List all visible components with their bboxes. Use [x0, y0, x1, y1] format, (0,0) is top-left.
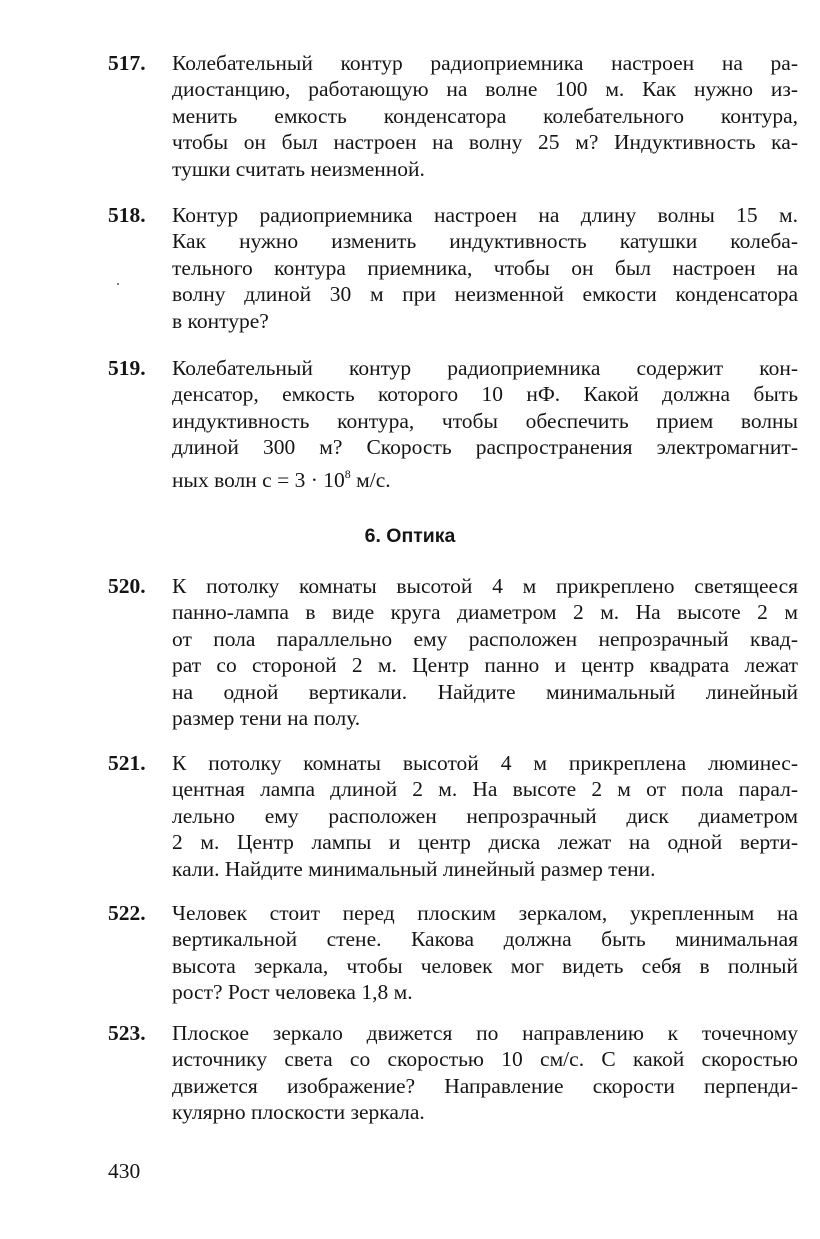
- problem-521: [108, 750, 798, 882]
- text-line: индуктивность контура, чтобы обеспечить прием волны: [172, 408, 798, 433]
- text-line: Человек стоит перед плоским зеркалом, укрепленным на: [172, 901, 798, 925]
- problem-number: 517.: [108, 51, 146, 75]
- text-line: 2 м. Центр лампы и центр диска лежат на одной верти-: [172, 830, 798, 855]
- problem-text: [172, 1020, 798, 1126]
- text-line: размер тени на полу.: [172, 705, 361, 730]
- text-line: тушки считать неизменной.: [172, 156, 425, 181]
- section-title: 6. Оптика: [364, 525, 456, 547]
- page-number: 430: [108, 1159, 141, 1183]
- formula-suffix: м/с.: [350, 467, 391, 492]
- text-line: рост? Рост человека 1,8 м.: [172, 980, 413, 1005]
- problem-number: 518.: [108, 203, 146, 227]
- problem-number: 520.: [108, 574, 146, 598]
- text-line: волну длиной 30 м при неизменной емкости конденсатора: [172, 282, 798, 307]
- text-line: рат со стороной 2 м. Центр панно и центр квадрата лежат: [172, 653, 798, 678]
- problem-number: 519.: [108, 356, 146, 380]
- text-line: в контуре?: [172, 308, 269, 333]
- formula-prefix: ных волн c = 3 · 10: [172, 467, 345, 492]
- problem-text: [172, 573, 798, 731]
- text-line: на одной вертикали. Найдите минимальный линейный: [172, 679, 798, 704]
- problem-523: [108, 1020, 798, 1126]
- text-line: лельно ему расположен непрозрачный диск диаметром: [172, 803, 798, 828]
- text-line: от пола параллельно ему расположен непрозрачный квад-: [172, 626, 798, 651]
- text-line: диостанцию, работающую на волне 100 м. Как нужно из-: [172, 77, 798, 102]
- text-line: Колебательный контур радиоприемника настроен на ра-: [172, 51, 798, 75]
- text-line: К потолку комнаты высотой 4 м прикреплено светящееся: [172, 574, 798, 598]
- text-line: вертикальной стене. Какова должна быть минимальная: [172, 927, 798, 952]
- problem-522: [108, 900, 798, 1006]
- problem-number: 522.: [108, 901, 146, 925]
- text-line: высота зеркала, чтобы человек мог видеть себя в полный: [172, 953, 798, 978]
- text-line: движется изображение? Направление скорости перпенди-: [172, 1073, 798, 1098]
- problem-number: 521.: [108, 751, 146, 775]
- text-line: менить емкость конденсатора колебательного контура,: [172, 103, 798, 128]
- text-line: денсатор, емкость которого 10 нФ. Какой должна быть: [172, 382, 798, 407]
- problem-text: [172, 202, 798, 334]
- problem-517: [108, 50, 798, 182]
- problem-text: [172, 900, 798, 1006]
- text-line: чтобы он был настроен на волну 25 м? Индуктивность ка-: [172, 130, 798, 155]
- text-line: Как нужно изменить индуктивность катушки колеба-: [172, 229, 798, 254]
- problem-text: [172, 355, 798, 492]
- problem-518: [108, 202, 798, 334]
- exponent: 8: [344, 466, 351, 481]
- problem-text: [172, 50, 798, 182]
- text-line-formula: [172, 461, 798, 492]
- problem-number: 523.: [108, 1021, 146, 1045]
- text-line: Колебательный контур радиоприемника содержит кон-: [172, 356, 798, 380]
- text-line: Плоское зеркало движется по направлению к точечному: [172, 1021, 798, 1045]
- text-line: центная лампа длиной 2 м. На высоте 2 м от пола парал-: [172, 777, 798, 802]
- text-line: кали. Найдите минимальный линейный размер тени.: [172, 856, 656, 881]
- text-line: кулярно плоскости зеркала.: [172, 1100, 425, 1125]
- text-line: панно-лампа в виде круга диаметром 2 м. На высоте 2 м: [172, 600, 798, 625]
- problem-text: [172, 750, 798, 882]
- problem-520: [108, 573, 798, 731]
- problem-519: [108, 355, 798, 492]
- text-line: длиной 300 м? Скорость распространения электромагнит-: [172, 435, 798, 460]
- text-line: К потолку комнаты высотой 4 м прикреплена люминес-: [172, 751, 798, 775]
- text-line: Контур радиоприемника настроен на длину волны 15 м.: [172, 203, 798, 227]
- text-line: источнику света со скоростью 10 см/с. С какой скоростью: [172, 1047, 798, 1072]
- text-line: тельного контура приемника, чтобы он был настроен на: [172, 255, 798, 280]
